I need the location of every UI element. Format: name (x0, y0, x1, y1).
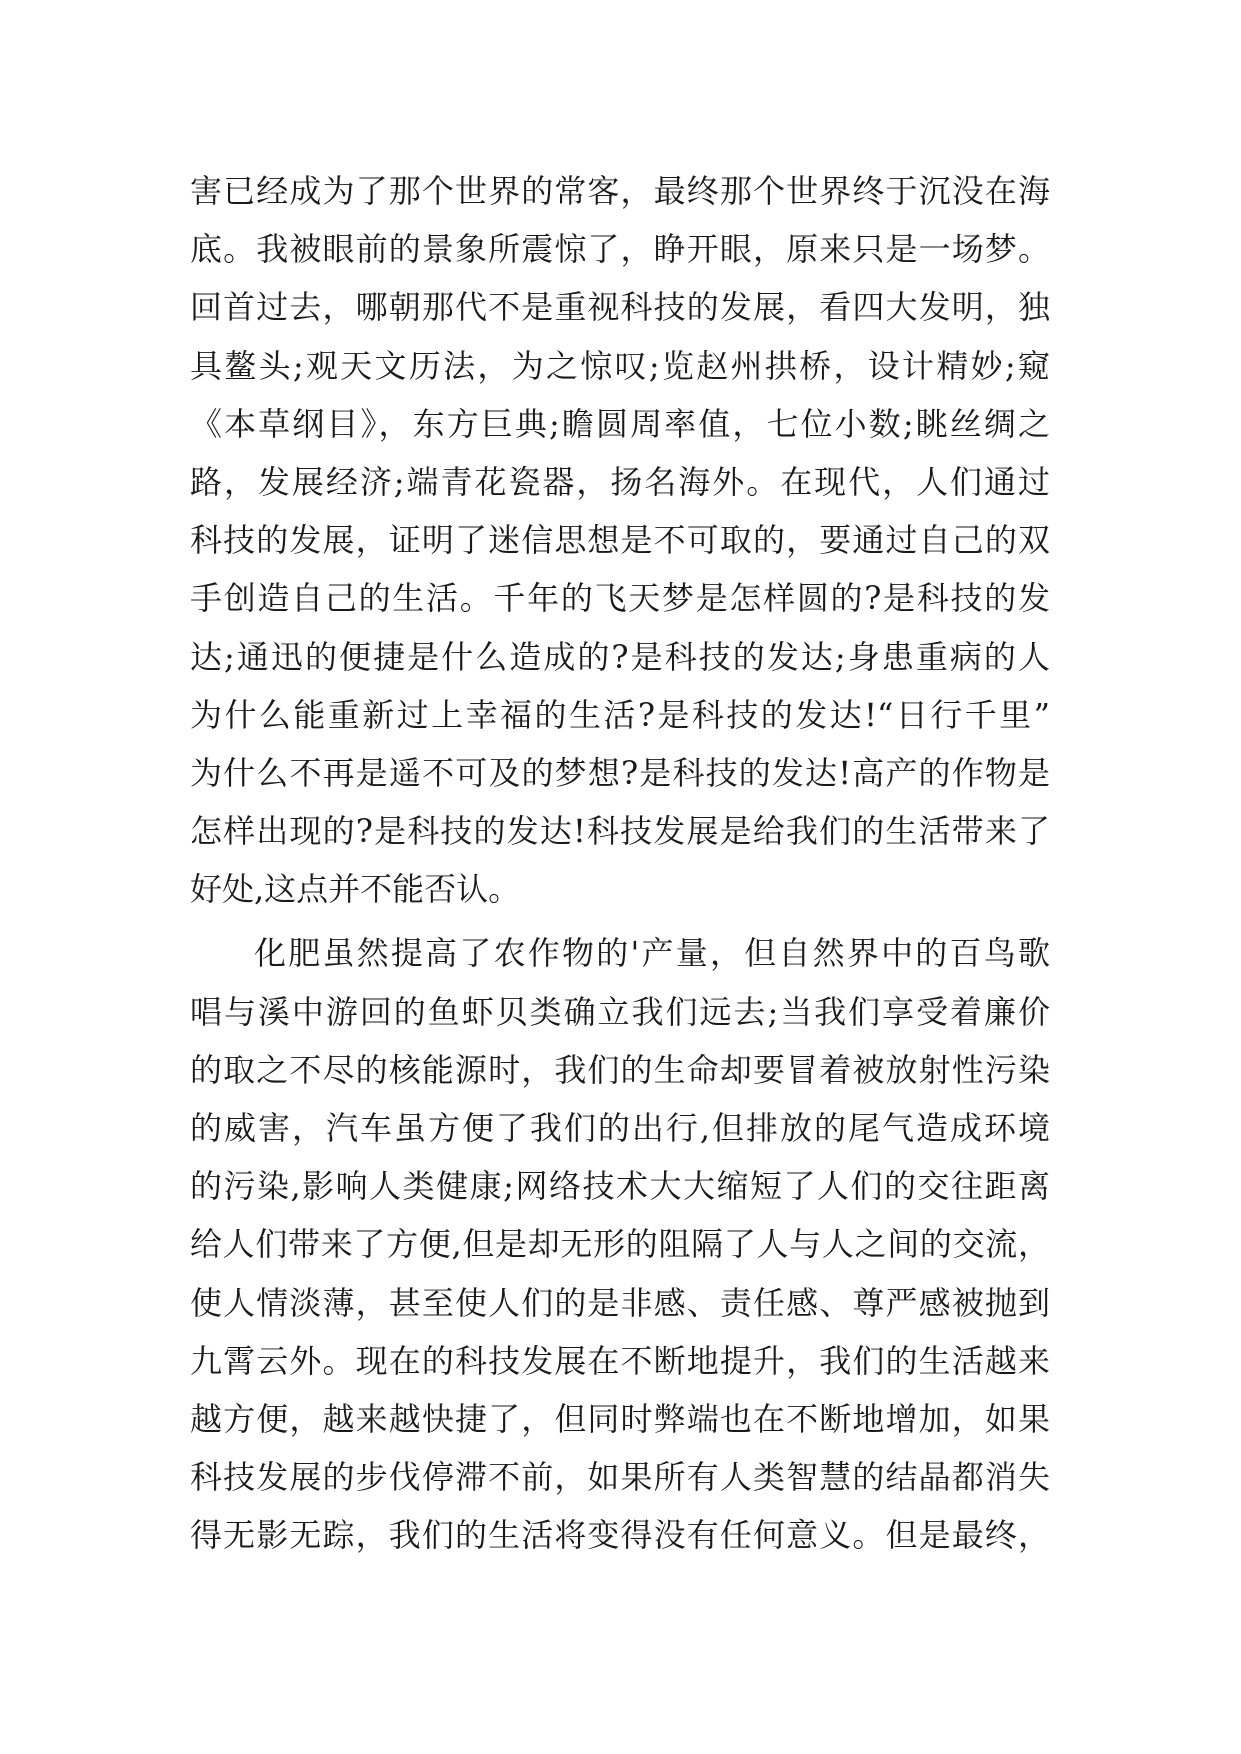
text-line: 化肥虽然提高了农作物的'产量，但自然界中的百鸟歌 (254, 934, 1050, 973)
paragraph-2 (190, 924, 1050, 1564)
text-line: 为什么不再是遥不可及的梦想?是科技的发达!高产的作物是 (190, 753, 1050, 792)
text-line: 的取之不尽的核能源时，我们的生命却要冒着被放射性污染 (190, 1050, 1050, 1089)
text-line: 路，发展经济;端青花瓷器，扬名海外。在现代，人们通过 (190, 462, 1050, 501)
text-line: 九霄云外。现在的科技发展在不断地提升，我们的生活越来 (190, 1341, 1050, 1380)
text-line: 手创造自己的生活。千年的飞天梦是怎样圆的?是科技的发 (190, 579, 1050, 618)
text-line: 得无影无踪，我们的生活将变得没有任何意义。但是最终， (190, 1516, 1050, 1555)
text-line: 给人们带来了方便,但是却无形的阻隔了人与人之间的交流， (190, 1225, 1050, 1264)
text-line: 的污染,影响人类健康;网络技术大大缩短了人们的交往距离 (190, 1167, 1050, 1206)
paragraph-1 (190, 162, 1050, 918)
text-line: 为什么能重新过上幸福的生活?是科技的发达!“日行千里” (190, 695, 1050, 734)
text-line: 越方便，越来越快捷了，但同时弊端也在不断地增加，如果 (190, 1399, 1050, 1438)
text-line: 害已经成为了那个世界的常客，最终那个世界终于沉没在海 (190, 172, 1050, 210)
text-line: 使人情淡薄，甚至使人们的是非感、责任感、尊严感被抛到 (190, 1283, 1050, 1322)
text-line: 回首过去，哪朝那代不是重视科技的发展，看四大发明，独 (190, 288, 1050, 327)
text-line: 好处,这点并不能否认。 (190, 870, 521, 909)
text-line: 唱与溪中游回的鱼虾贝类确立我们远去;当我们享受着廉价 (190, 992, 1050, 1031)
text-line: 科技的发展，证明了迷信思想是不可取的，要通过自己的双 (190, 521, 1050, 560)
text-line: 具鳌头;观天文历法，为之惊叹;览赵州拱桥，设计精妙;窥 (190, 346, 1050, 385)
text-line: 达;通迅的便捷是什么造成的?是科技的发达;身患重病的人 (190, 637, 1050, 676)
text-line: 的威害，汽车虽方便了我们的出行,但排放的尾气造成环境 (190, 1109, 1050, 1147)
text-line: 科技发展的步伐停滞不前，如果所有人类智慧的结晶都消失 (190, 1458, 1050, 1497)
body-text (190, 162, 1050, 1565)
text-line: 怎样出现的?是科技的发达!科技发展是给我们的生活带来了 (190, 812, 1050, 851)
text-line: 底。我被眼前的景象所震惊了，睁开眼，原来只是一场梦。 (190, 230, 1050, 269)
text-line: 《本草纲目》，东方巨典;瞻圆周率值，七位小数;眺丝绸之 (190, 404, 1050, 443)
